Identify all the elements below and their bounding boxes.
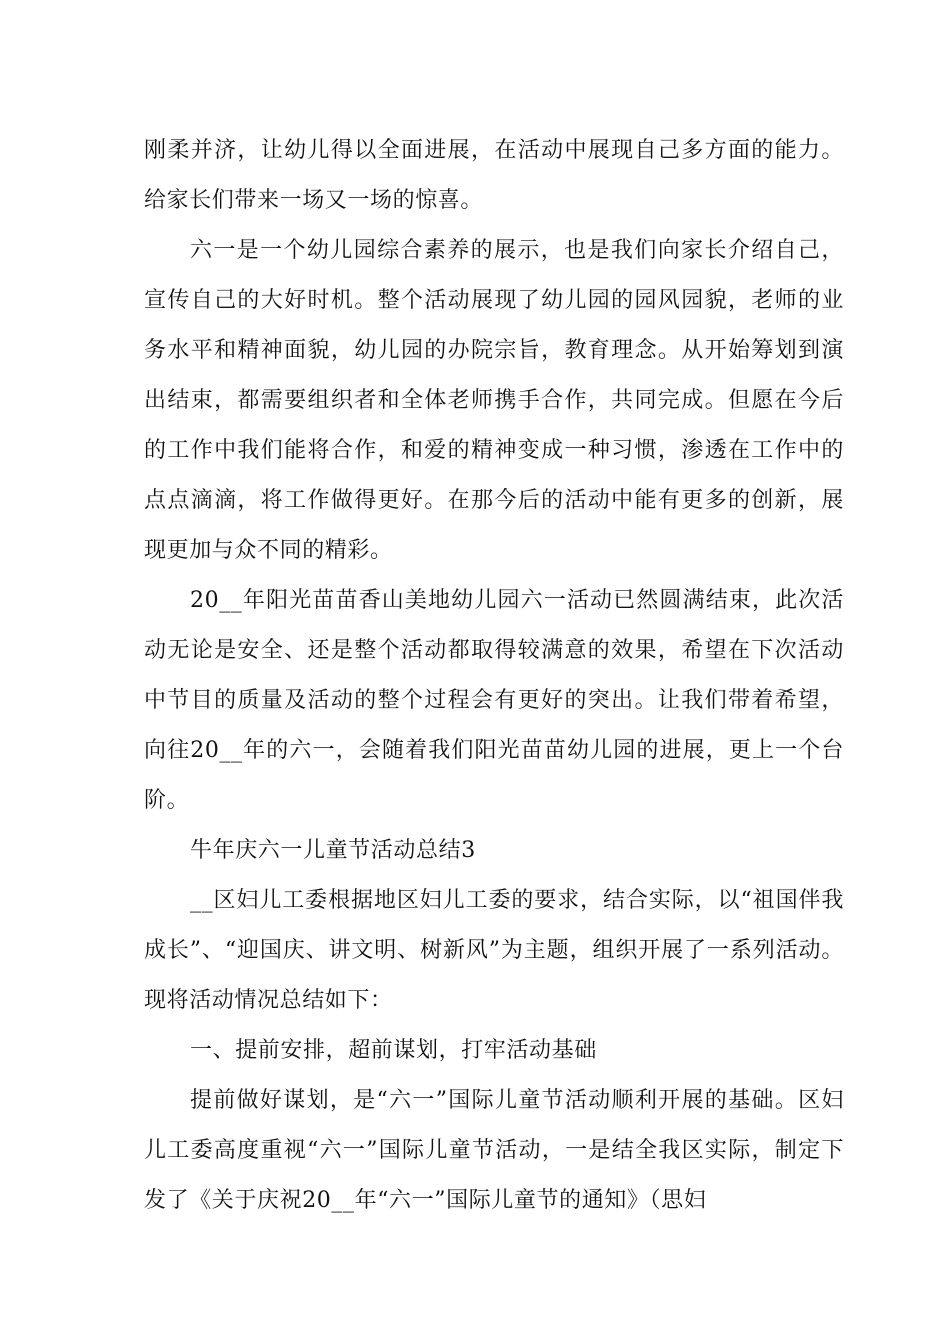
paragraph-5: __区妇儿工委根据地区妇儿工委的要求，结合实际，以“祖国伴我成长”、“迎国庆、讲文明、树新风”为主题，组织开展了一系列活动。现将活动情况总结如下： bbox=[144, 888, 844, 1013]
paragraph-7: 提前做好谋划，是“六一”国际儿童节活动顺利开展的基础。区妇儿工委高度重视“六一”国际儿童节活动，一是结全我区实际，制定下发了《关于庆祝20__年“六一”国际儿童节的通知》（思妇 bbox=[144, 1088, 844, 1213]
section-heading: 牛年庆六一儿童节活动总结3 bbox=[190, 838, 476, 863]
paragraph-2: 六一是一个幼儿园综合素养的展示，也是我们向家长介绍自己，宣传自己的大好时机。整个活动展现了幼儿园的园风园貌，老师的业务水平和精神面貌，幼儿园的办院宗旨，教育理念。从开始筹划到演出结束，都需要组织者和全体老师携手合作，共同完成。但愿在今后的工作中我们能将合作，和爱的精神变成一种习惯，渗透在工作中的点点滴滴，将工作做得更好。在那今后的活动中能有更多的创新，展现更加与众不同的精彩。 bbox=[144, 238, 844, 563]
paragraph-1: 刚柔并济，让幼儿得以全面进展，在活动中展现自己多方面的能力。给家长们带来一场又一场的惊喜。 bbox=[144, 138, 844, 213]
subheading-1: 一、提前安排，超前谋划，打牢活动基础 bbox=[190, 1038, 597, 1063]
paragraph-3: 20__年阳光苗苗香山美地幼儿园六一活动已然圆满结束，此次活动无论是安全、还是整个活动都取得较满意的效果，希望在下次活动中节目的质量及活动的整个过程会有更好的突出。让我们带着希望，向往20__年的六一，会随着我们阳光苗苗幼儿园的进展，更上一个台阶。 bbox=[144, 588, 844, 813]
document-body bbox=[144, 126, 844, 1226]
